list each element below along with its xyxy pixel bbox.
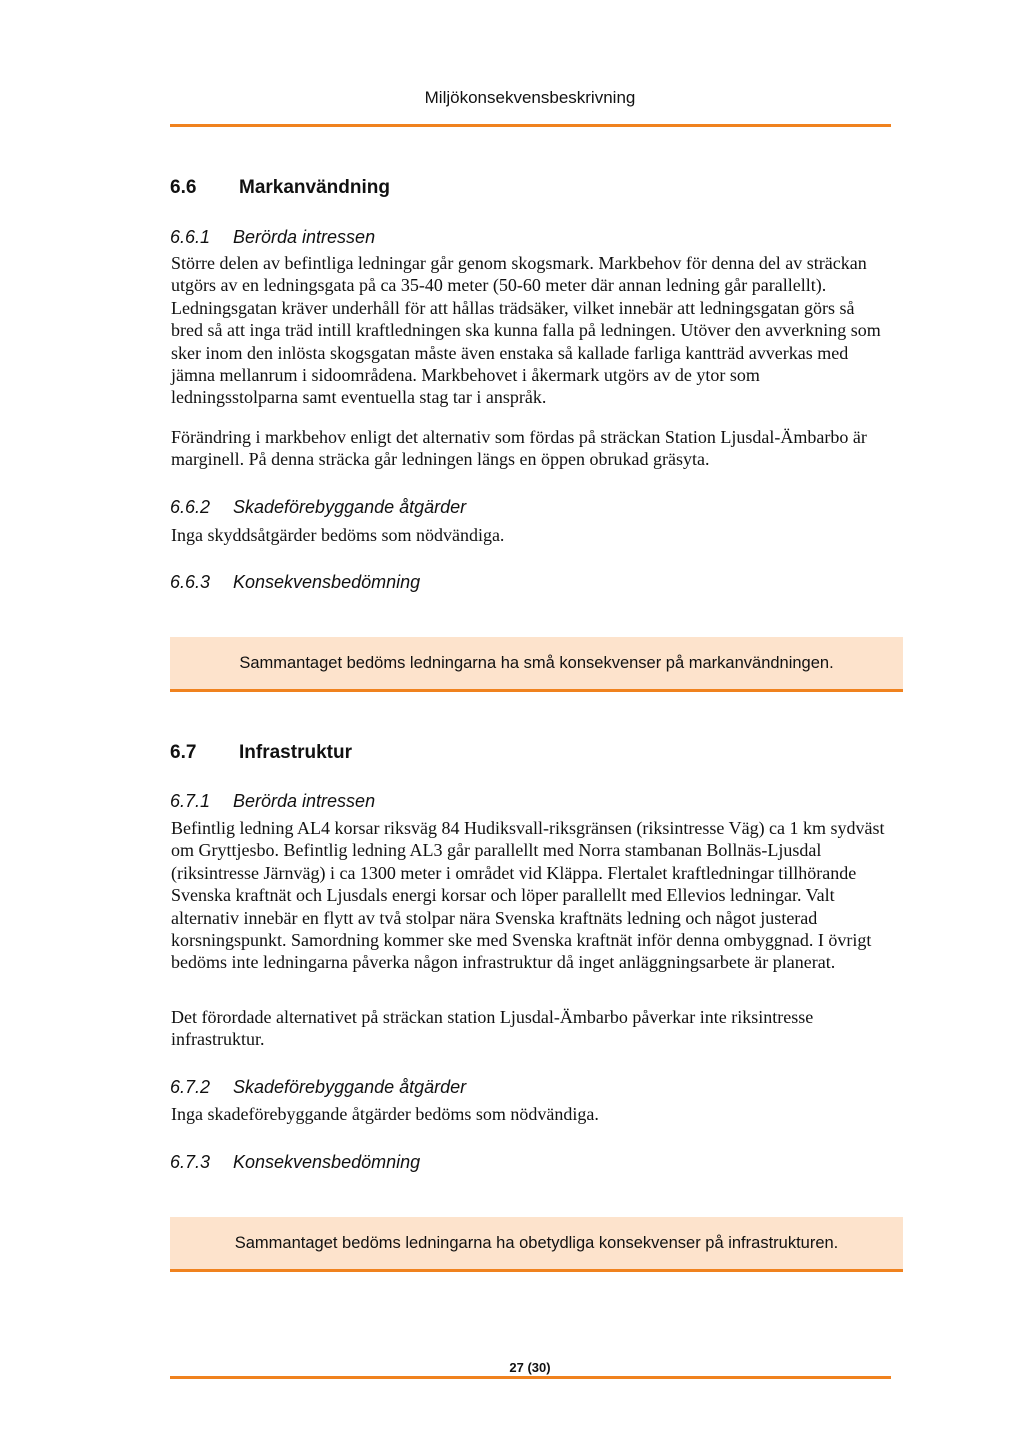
subsection-title: Skadeförebyggande åtgärder: [233, 1077, 467, 1097]
summary-text: Sammantaget bedöms ledningarna ha obetydliga konsekvenser på infrastrukturen.: [234, 1233, 839, 1252]
subsection-heading-6-6-3: [170, 572, 420, 593]
subsection-title: Berörda intressen: [233, 791, 376, 811]
page-number: 27 (30): [509, 1360, 551, 1375]
subsection-number: 6.6.3: [170, 572, 211, 592]
subsection-number: 6.7.1: [170, 791, 211, 811]
paragraph: Inga skadeförebyggande åtgärder bedöms som nödvändiga.: [171, 1104, 599, 1124]
subsection-heading-6-7-1: [170, 791, 375, 812]
subsection-number: 6.6.1: [170, 227, 211, 247]
summary-box: [170, 637, 903, 692]
subsection-title: Konsekvensbedömning: [233, 1152, 421, 1172]
paragraph: Större delen av befintliga ledningar går genom skogsmark. Markbehov för denna del av sträckan utgörs av en ledningsgata på ca 35-40 meter (50-60 meter där annan ledning går parallellt). Ledningsgatan kräver underhåll för att hållas trädsäker, vilket innebär att ledningsgatan görs så bred så att inga träd intill kraftledningen ska kunna falla på ledningen. Utöver den avverkning som sker inom den inlösta skogsgatan måste även enstaka så kallade farliga kantträd avverkas med jämna mellanrum i sidoområdena. Markbehovet i åkermark utgörs av de ytor som ledningsstolparna samt eventuella stag tar i anspråk.: [171, 253, 881, 408]
subsection-title: Berörda intressen: [233, 227, 376, 247]
subsection-heading-6-6-2: [170, 497, 466, 518]
section-number: 6.7: [170, 742, 197, 763]
running-header: Miljökonsekvensbeskrivning: [424, 88, 636, 107]
summary-text: Sammantaget bedöms ledningarna ha små konsekvenser på markanvändningen.: [239, 653, 834, 672]
section-heading-6-7: [170, 742, 352, 764]
subsection-heading-6-7-2: [170, 1077, 466, 1098]
header-rule: [170, 124, 891, 127]
subsection-number: 6.7.2: [170, 1077, 211, 1097]
paragraph: Inga skyddsåtgärder bedöms som nödvändiga.: [171, 525, 505, 545]
subsection-title: Konsekvensbedömning: [233, 572, 421, 592]
section-title: Markanvändning: [239, 177, 390, 198]
section-number: 6.6: [170, 177, 197, 198]
section-title: Infrastruktur: [239, 742, 352, 763]
paragraph: Förändring i markbehov enligt det alternativ som fördas på sträckan Station Ljusdal-Ämbarbo är marginell. På denna sträcka går ledningen längs en öppen obrukad gräsyta.: [171, 427, 867, 470]
subsection-heading-6-6-1: [170, 227, 375, 248]
summary-box: [170, 1217, 903, 1272]
subsection-number: 6.6.2: [170, 497, 211, 517]
subsection-number: 6.7.3: [170, 1152, 211, 1172]
footer-rule: [170, 1376, 891, 1379]
subsection-title: Skadeförebyggande åtgärder: [233, 497, 467, 517]
section-heading-6-6: [170, 177, 390, 199]
paragraph: Det förordade alternativet på sträckan station Ljusdal-Ämbarbo påverkar inte riksintresse infrastruktur.: [171, 1007, 814, 1050]
paragraph: Befintlig ledning AL4 korsar riksväg 84 Hudiksvall-riksgränsen (riksintresse Väg) ca 1 km sydväst om Gryttjesbo. Befintlig ledning AL3 går parallellt med Norra stambanan Bollnäs-Ljusdal (riksintresse Järnväg) i ca 1300 meter i området vid Kläppa. Flertalet kraftledningar tillhörande Svenska kraftnät och Ljusdals energi korsar och löper parallellt med Ellevios ledningar. Valt alternativ innebär en flytt av två stolpar nära Svenska kraftnäts ledning och något justerad korsningspunkt. Samordning kommer ske med Svenska kraftnät inför denna ombyggnad. I övrigt bedöms inte ledningarna påverka någon infrastruktur då inget anläggningsarbete är planerat.: [171, 818, 885, 973]
subsection-heading-6-7-3: [170, 1152, 420, 1173]
